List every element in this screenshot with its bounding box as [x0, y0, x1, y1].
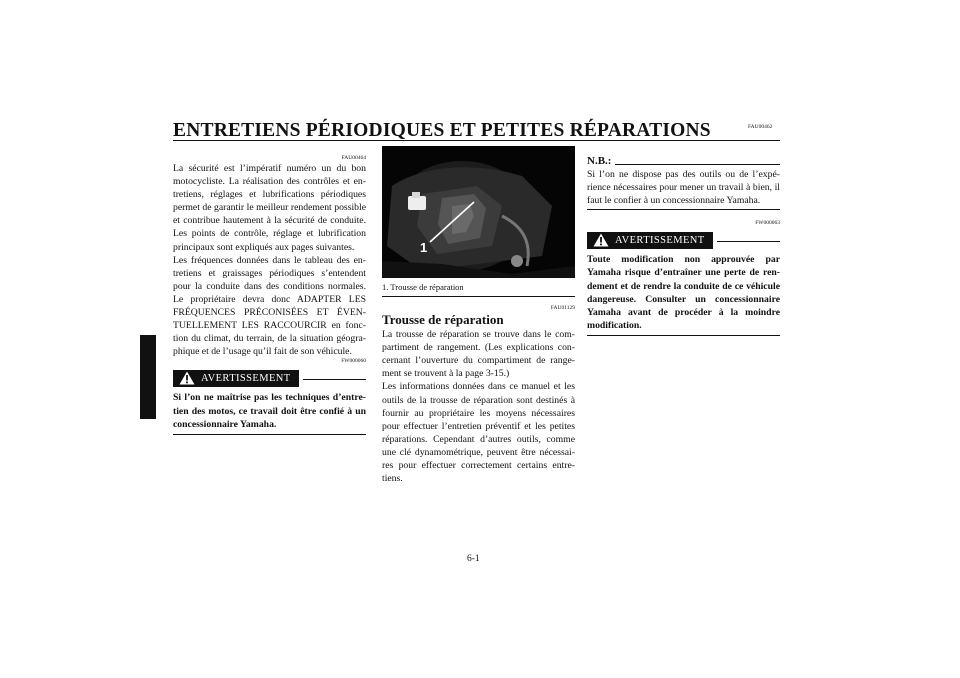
paragraph: Les informations données dans ce manuel et les outils de la trousse de réparation sont destinés à fournir au propriétaire les moyens nécessaires pour effectuer l’entretien préventif et les petites réparations. Cependant d’autres outils, comme une clé dynamométrique, peuvent être nécessaires pour effectuer correctement certains entretiens.	[382, 381, 575, 485]
warning-header	[173, 369, 366, 387]
warning-header-rule	[717, 241, 780, 242]
warning-bottom-rule	[587, 335, 780, 336]
column-right	[587, 155, 780, 336]
paragraph: La trousse de réparation se trouve dans le compartiment de rangement. (Les explications concernant l’ouverture du compartiment de rangement se trouvent à la page 3-15.)	[382, 329, 575, 380]
note-bottom-rule	[587, 209, 780, 210]
note-header	[587, 155, 780, 168]
repair-kit-photo	[382, 146, 575, 278]
warning-triangle-icon	[593, 233, 609, 247]
warning-box	[587, 231, 780, 336]
reference-code: FAU00464	[341, 155, 366, 161]
figure-caption: 1. Trousse de réparation	[382, 282, 464, 292]
warning-box	[173, 369, 366, 434]
figure-callout-number: 1	[420, 240, 428, 255]
warning-header	[587, 231, 780, 249]
page-title: ENTRETIENS PÉRIODIQUES ET PETITES RÉPARATIONS	[173, 120, 711, 141]
note-label: N.B.:	[587, 155, 612, 167]
column-left	[173, 155, 366, 435]
header-reference-code: FAU00462	[748, 124, 773, 130]
warning-header-rule	[303, 379, 366, 380]
figure-caption-rule	[382, 296, 575, 297]
title-rule	[173, 140, 780, 141]
page-number: 6-1	[467, 554, 480, 564]
warning-triangle-icon	[179, 371, 195, 385]
note-header-rule	[615, 164, 780, 165]
warning-code: FW000060	[341, 358, 366, 365]
warning-bottom-rule	[173, 434, 366, 435]
paragraph: Les fréquences données dans le tableau des entretiens et graissages périodiques s’entendent pour la conduite dans des conditions normales. Le propriétaire devra donc ADAPTER LES FRÉQUENCES PRÉCONISÉES ET ÉVENTUELLEMENT LES RACCOURCIR en fonction du climat, du terrain, de la situation géographique et de l’usage qu’il fait de son véhicule.	[173, 254, 366, 358]
warning-label-bar	[587, 232, 713, 249]
reference-code: FAU01129	[550, 305, 575, 312]
photo-illustration	[382, 146, 575, 278]
warning-label-bar	[173, 370, 299, 387]
chapter-tab-label: 6	[147, 356, 153, 368]
note-text: Si l’on ne dispose pas des outils ou de l’expérience nécessaires pour mener un travail à bien, il faut le confier à un concessionnaire Yamaha.	[587, 169, 780, 207]
column-middle	[382, 146, 575, 485]
warning-text: Si l’on ne maîtrise pas les techniques d’entretien des motos, ce travail doit être confié à un concessionnaire Yamaha.	[173, 392, 366, 430]
warning-text: Toute modification non approuvée par Yamaha risque d’entraîner une perte de rendement et de rendre la conduite de ce véhicule dangereuse. Consulter un concessionnaire Yamaha avant de procéder à la moindre modification.	[587, 254, 780, 331]
chapter-tab	[140, 335, 156, 419]
warning-label: AVERTISSEMENT	[615, 234, 705, 246]
section-heading: Trousse de réparation	[382, 312, 504, 328]
warning-label: AVERTISSEMENT	[201, 372, 291, 384]
paragraph: La sécurité est l’impératif numéro un du bon motocycliste. La réalisation des contrôles et entretiens, réglages et lubrifications périodiques permet de garantir le meilleur rendement possible et contribue hautement à la sécurité de conduite. Les points de contrôle, réglage et lubrification principaux sont expliqués aux pages suivantes.	[173, 163, 366, 253]
warning-code: FW000063	[755, 220, 780, 227]
